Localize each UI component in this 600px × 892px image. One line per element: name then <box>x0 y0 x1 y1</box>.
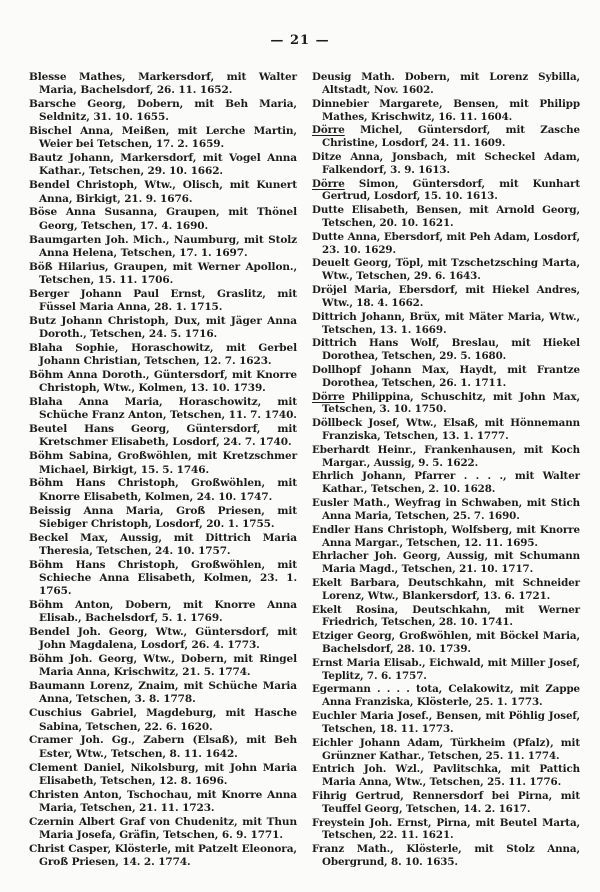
entry-surname: Eberhardt <box>312 443 370 456</box>
entry-details: Joh. Gg., Zabern (Elsaß), mit Beh Ester, Wtw., Tetschen, 8. 11. 1642. <box>39 734 297 760</box>
entry-details: Hans Christoph, Großwöhlen, mit Knorre Elisabeth, Kolmen, 24. 10. 1747. <box>39 477 297 503</box>
entry-details: Hans Christoph, Wolfsberg, mit Knorre Anna Margar., Tetschen, 12. 11. 1695. <box>322 523 580 549</box>
entry-surname: Beissig <box>29 504 71 517</box>
entry-details: Joh. Wzl., Pavlitschka, mit Pattich Maria Anna, Wtw., Tetschen, 25. 11. 1776. <box>322 763 580 789</box>
marriage-entry <box>312 604 580 630</box>
entry-details: Hans Georg, Güntersdorf, mit Kretschmer Elisabeth, Losdorf, 24. 7. 1740. <box>39 423 297 449</box>
entry-surname: Dollhopf <box>312 363 361 376</box>
marriage-entry <box>312 124 580 150</box>
right-column <box>312 71 580 870</box>
entry-surname: Dutte <box>312 204 344 217</box>
entry-details: Georg, Töpl, mit Tzschetzsching Marta, Wtw., Tetschen, 29. 6. 1643. <box>322 257 580 283</box>
entry-details: Hilarius, Graupen, mit Werner Apollon., Tetschen, 15. 11. 1706. <box>39 260 297 286</box>
entry-details: Anna, Ebersdorf, mit Peh Adam, Losdorf, 23. 10. 1629. <box>322 230 580 256</box>
entry-surname: Baumgarten <box>29 233 102 246</box>
marriage-entry <box>29 559 297 599</box>
marriage-entry <box>312 71 580 97</box>
marriage-entry <box>312 630 580 656</box>
marriage-entry <box>29 532 297 558</box>
marriage-entry <box>29 315 297 341</box>
entry-details: Christoph, Wtw., Olisch, mit Kunert Anna, Birkigt, 21. 9. 1676. <box>39 179 297 205</box>
marriage-entry <box>312 524 580 550</box>
entry-details: Joh. Georg, Wtw., Dobern, mit Ringel Maria Anna, Krischwitz, 21. 5. 1774. <box>39 653 297 679</box>
entry-details: Math. Dobern, mit Lorenz Sybilla, Altstadt, Nov. 1602. <box>322 71 580 96</box>
entry-surname: Dutte <box>312 230 344 243</box>
marriage-entry <box>29 152 297 178</box>
entry-surname: Dittrich <box>312 310 357 323</box>
marriage-entry <box>312 311 580 337</box>
entry-details: Johann Christoph, Dux, mit Jäger Anna Doroth., Tetschen, 24. 5. 1716. <box>39 314 297 341</box>
entry-surname: Eusler <box>312 497 349 509</box>
entry-details: Mathes, Markersdorf, mit Walter Maria, Bachelsdorf, 26. 11. 1652. <box>39 71 297 97</box>
marriage-entry <box>29 505 297 531</box>
entry-details: Joh. Georg, Wtw., Güntersdorf, mit John Magdalena, Losdorf, 26. 4. 1773. <box>39 626 297 652</box>
entry-surname: Freystein <box>312 816 365 829</box>
entry-surname: Bendel <box>29 179 70 192</box>
entry-details: Joh. Mich., Naumburg, mit Stolz Anna Helena, Tetschen, 17. 1. 1697. <box>39 233 297 259</box>
entry-surname: Christ <box>29 842 65 855</box>
marriage-entry <box>29 450 297 476</box>
marriage-entry <box>29 653 297 679</box>
entry-surname: Ernst <box>312 656 343 669</box>
entry-surname: Dörre <box>312 177 345 190</box>
entry-details: Gabriel, Magdeburg, mit Hasche Sabina, Tetschen, 22. 6. 1620. <box>39 707 297 733</box>
marriage-entry <box>29 707 297 733</box>
marriage-entry <box>29 125 297 151</box>
entry-surname: Blaha <box>29 396 63 409</box>
marriage-entry <box>312 98 580 124</box>
entry-details: Daniel, Nikolsburg, mit John Maria Elisabeth, Tetschen, 12. 8. 1696. <box>39 761 297 787</box>
marriage-entry <box>29 98 297 124</box>
entry-surname: Cramer <box>29 734 73 747</box>
marriage-entry <box>312 257 580 283</box>
entry-details: . . . . tota, Celakowitz, mit Zappe Anna Franziska, Klösterle, 25. 1. 1773. <box>322 683 580 709</box>
entry-details: Math., Klösterle, mit Stolz Anna, Obergrund, 8. 10. 1635. <box>322 843 580 869</box>
entry-surname: Butz <box>29 314 56 327</box>
entry-details: Anna Susanna, Graupen, mit Thönel Georg, Tetschen, 17. 4. 1690. <box>39 206 297 232</box>
entry-surname: Ekelt <box>312 603 342 616</box>
marriage-entry <box>29 234 297 260</box>
marriage-entry <box>29 396 297 422</box>
entry-details: Georg, Dobern, mit Beh Maria, Seldnitz, 31. 10. 1655. <box>39 98 297 124</box>
entry-surname: Böhm <box>29 598 64 611</box>
page-number: — 21 — <box>270 33 330 48</box>
entry-surname: Franz <box>312 843 345 856</box>
entry-details: Hans Christoph, Großwöhlen, mit Schieche Anna Elisabeth, Kolmen, 23. 1. 1765. <box>39 558 297 598</box>
marriage-entry <box>29 816 297 842</box>
entry-surname: Beutel <box>29 423 68 436</box>
entry-details: Sophie, Horaschowitz, mit Gerbel Johann Christian, Tetschen, 12. 7. 1623. <box>39 341 297 368</box>
marriage-entry <box>29 261 297 287</box>
marriage-entry <box>29 789 297 815</box>
entry-surname: Deusig <box>312 71 352 83</box>
marriage-entry <box>312 683 580 709</box>
marriage-entry <box>312 470 580 496</box>
left-column <box>29 71 297 870</box>
entry-surname: Baumann <box>29 680 85 693</box>
entry-surname: Endler <box>312 523 350 536</box>
entry-surname: Dröjel <box>312 284 347 296</box>
entry-surname: Eichler <box>312 736 353 749</box>
entry-surname: Deuelt <box>312 257 350 270</box>
entry-details: Elisabeth, Bensen, mit Arnold Georg, Tetschen, 20. 10. 1621. <box>322 204 580 230</box>
entry-surname: Dörre <box>312 124 345 137</box>
marriage-entry <box>29 843 297 869</box>
entry-details: Johann Paul Ernst, Graslitz, mit Füssel Maria Anna, 28. 1. 1715. <box>39 287 297 313</box>
marriage-entry <box>312 817 580 843</box>
marriage-entry <box>29 206 297 232</box>
marriage-entry <box>312 231 580 257</box>
entry-details: Philippina, Schuschitz, mit John Max, Tetschen, 3. 10. 1750. <box>322 390 580 416</box>
entry-details: Joh. Ernst, Pirna, mit Beutel Marta, Tetschen, 22. 11. 1621. <box>322 816 580 842</box>
marriage-entry <box>29 626 297 652</box>
entry-details: Josef, Wtw., Elsaß, mit Hönnemann Franziska, Tetschen, 13. 1. 1777. <box>322 417 580 443</box>
marriage-entry <box>312 391 580 417</box>
entry-surname: Fihrig <box>312 789 347 802</box>
marriage-entry <box>312 550 580 576</box>
marriage-entry <box>312 763 580 789</box>
entry-details: Johann Max, Haydt, mit Frantze Dorothea, Tetschen, 26. 1. 1711. <box>322 363 580 389</box>
marriage-entry <box>312 843 580 869</box>
marriage-entry <box>312 337 580 363</box>
entry-details: Maria Josef., Bensen, mit Pöhlig Josef, Tetschen, 18. 11. 1773. <box>322 710 580 735</box>
entry-details: Gertrud, Rennersdorf bei Pirna, mit Teuffel Georg, Tetschen, 14. 2. 1617. <box>322 789 580 815</box>
entry-surname: Entrich <box>312 763 355 776</box>
entry-details: Anna Maria, Groß Priesen, mit Siebiger Christoph, Losdorf, 20. 1. 1755. <box>39 504 297 530</box>
marriage-entry <box>29 477 297 503</box>
marriage-entry <box>312 364 580 390</box>
entry-details: Sabina, Großwöhlen, mit Kretzschmer Michael, Birkigt, 15. 5. 1746. <box>39 450 297 476</box>
entry-details: Hans Wolf, Breslau, mit Hiekel Dorothea, Tetschen, 29. 5. 1680. <box>322 337 580 363</box>
entry-details: Barbara, Deutschkahn, mit Schneider Lorenz, Wtw., Blankersdorf, 13. 6. 1721. <box>322 576 580 602</box>
marriage-entry <box>29 342 297 368</box>
entry-details: Simon, Güntersdorf, mit Kunhart Gertrud, Losdorf, 15. 10. 1613. <box>322 177 580 203</box>
marriage-entry <box>29 599 297 625</box>
entry-details: Maria, Ebersdorf, mit Hiekel Andres, Wtw., 18. 4. 1662. <box>322 284 580 309</box>
entry-details: Margarete, Bensen, mit Philipp Mathes, Krischwitz, 16. 11. 1604. <box>322 97 580 123</box>
marriage-entry <box>29 369 297 395</box>
marriage-entry <box>29 71 297 97</box>
entry-surname: Etziger <box>312 630 353 643</box>
entry-surname: Beckel <box>29 531 69 544</box>
entry-surname: Dörre <box>312 390 345 403</box>
entry-surname: Blaha <box>29 341 63 354</box>
entry-surname: Bischel <box>29 125 72 138</box>
entry-surname: Ditze <box>312 150 342 163</box>
entry-surname: Euchler <box>312 710 357 722</box>
entry-surname: Ehrlacher <box>312 550 369 563</box>
entry-surname: Böß <box>29 260 53 273</box>
entry-details: Maria Elisab., Eichwald, mit Miller Josef, Teplitz, 7. 6. 1757. <box>322 656 580 682</box>
entry-details: Anna, Meißen, mit Lerche Martin, Weier bei Tetschen, 17. 2. 1659. <box>39 125 297 151</box>
marriage-entry <box>29 734 297 760</box>
entry-details: Anna Doroth., Güntersdorf, mit Knorre Christoph, Wtw., Kolmen, 13. 10. 1739. <box>39 369 297 395</box>
entry-details: Anton, Tschochau, mit Knorre Anna Maria, Tetschen, 21. 11. 1723. <box>39 788 297 814</box>
marriage-entry <box>29 680 297 706</box>
entry-surname: Egermann <box>312 683 371 696</box>
marriage-entry <box>29 423 297 449</box>
marriage-entry <box>312 284 580 310</box>
entry-details: Math., Weyfrag in Schwaben, mit Stich Anna Maria, Tetschen, 25. 7. 1690. <box>322 497 580 522</box>
entry-details: Max, Aussig, mit Dittrich Maria Theresia, Tetschen, 24. 10. 1757. <box>39 531 297 557</box>
entry-details: Anna, Jonsbach, mit Scheckel Adam, Falkendorf, 3. 9. 1613. <box>322 150 580 176</box>
entry-surname: Böse <box>29 206 58 219</box>
marriage-entry <box>312 710 580 736</box>
entry-details: Heinr., Frankenhausen, mit Koch Margar., Aussig, 9. 5. 1622. <box>322 443 580 469</box>
entry-surname: Barsche <box>29 98 77 111</box>
marriage-entry <box>29 179 297 205</box>
marriage-entry <box>312 204 580 230</box>
entry-details: Michel, Güntersdorf, mit Zasche Christine, Losdorf, 24. 11. 1609. <box>322 124 580 150</box>
entry-surname: Clement <box>29 761 78 774</box>
entry-surname: Böhm <box>29 369 64 382</box>
entry-surname: Böhm <box>29 558 64 571</box>
entry-details: Anna Maria, Horaschowitz, mit Schüche Franz Anton, Tetschen, 11. 7. 1740. <box>39 396 297 422</box>
marriage-entry <box>29 288 297 314</box>
marriage-entry <box>312 151 580 177</box>
entry-surname: Czernin <box>29 815 75 828</box>
entry-details: Johann, Markersdorf, mit Vogel Anna Kathar., Tetschen, 29. 10. 1662. <box>39 152 297 178</box>
entry-surname: Ehrlich <box>312 470 354 483</box>
entry-details: Georg, Großwöhlen, mit Böckel Maria, Bachelsdorf, 28. 10. 1739. <box>322 630 580 656</box>
marriage-entry <box>312 657 580 683</box>
entry-details: Albert Graf von Chudenitz, mit Thun Maria Josefa, Gräfin, Tetschen, 6. 9. 1771. <box>39 815 297 841</box>
marriage-entry <box>312 577 580 603</box>
entry-surname: Döllbeck <box>312 417 362 430</box>
entry-surname: Christen <box>29 788 79 801</box>
entry-surname: Ekelt <box>312 576 342 589</box>
marriage-entry <box>312 790 580 816</box>
entry-surname: Böhm <box>29 477 64 490</box>
entry-surname: Dittrich <box>312 337 357 350</box>
entry-surname: Bautz <box>29 152 63 165</box>
entry-surname: Dinnebier <box>312 97 369 110</box>
entry-details: Lorenz, Znaim, mit Schüche Maria Anna, Tetschen, 3. 8. 1778. <box>39 680 297 706</box>
entry-details: Johann, Pfarrer . . . ., mit Walter Kathar., Tetschen, 2. 10. 1628. <box>322 470 580 496</box>
marriage-entry <box>29 762 297 788</box>
marriage-entry <box>312 444 580 470</box>
entry-surname: Böhm <box>29 450 64 463</box>
marriage-entry <box>312 417 580 443</box>
entry-details: Rosina, Deutschkahn, mit Werner Friedrich, Tetschen, 28. 10. 1741. <box>322 603 580 629</box>
marriage-entry <box>312 497 580 523</box>
entry-details: Johann Adam, Türkheim (Pfalz), mit Grünzner Kathar., Tetschen, 25. 11. 1774. <box>322 736 580 762</box>
entry-surname: Blesse <box>29 71 67 83</box>
marriage-entry <box>312 737 580 763</box>
entry-surname: Berger <box>29 287 70 300</box>
entry-details: Joh. Georg, Aussig, mit Schumann Maria Magd., Tetschen, 21. 10. 1717. <box>322 550 580 576</box>
entry-details: Johann, Brüx, mit Mäter Maria, Wtw., Tetschen, 13. 1. 1669. <box>322 310 580 336</box>
marriage-entry <box>312 178 580 204</box>
entry-surname: Cuschius <box>29 707 82 720</box>
entry-surname: Böhm <box>29 653 64 666</box>
entry-details: Anton, Dobern, mit Knorre Anna Elisab., Bachelsdorf, 5. 1. 1769. <box>39 598 297 625</box>
entry-details: Casper, Klösterle, mit Patzelt Eleonora, Groß Priesen, 14. 2. 1774. <box>39 842 297 869</box>
entry-surname: Bendel <box>29 626 70 639</box>
